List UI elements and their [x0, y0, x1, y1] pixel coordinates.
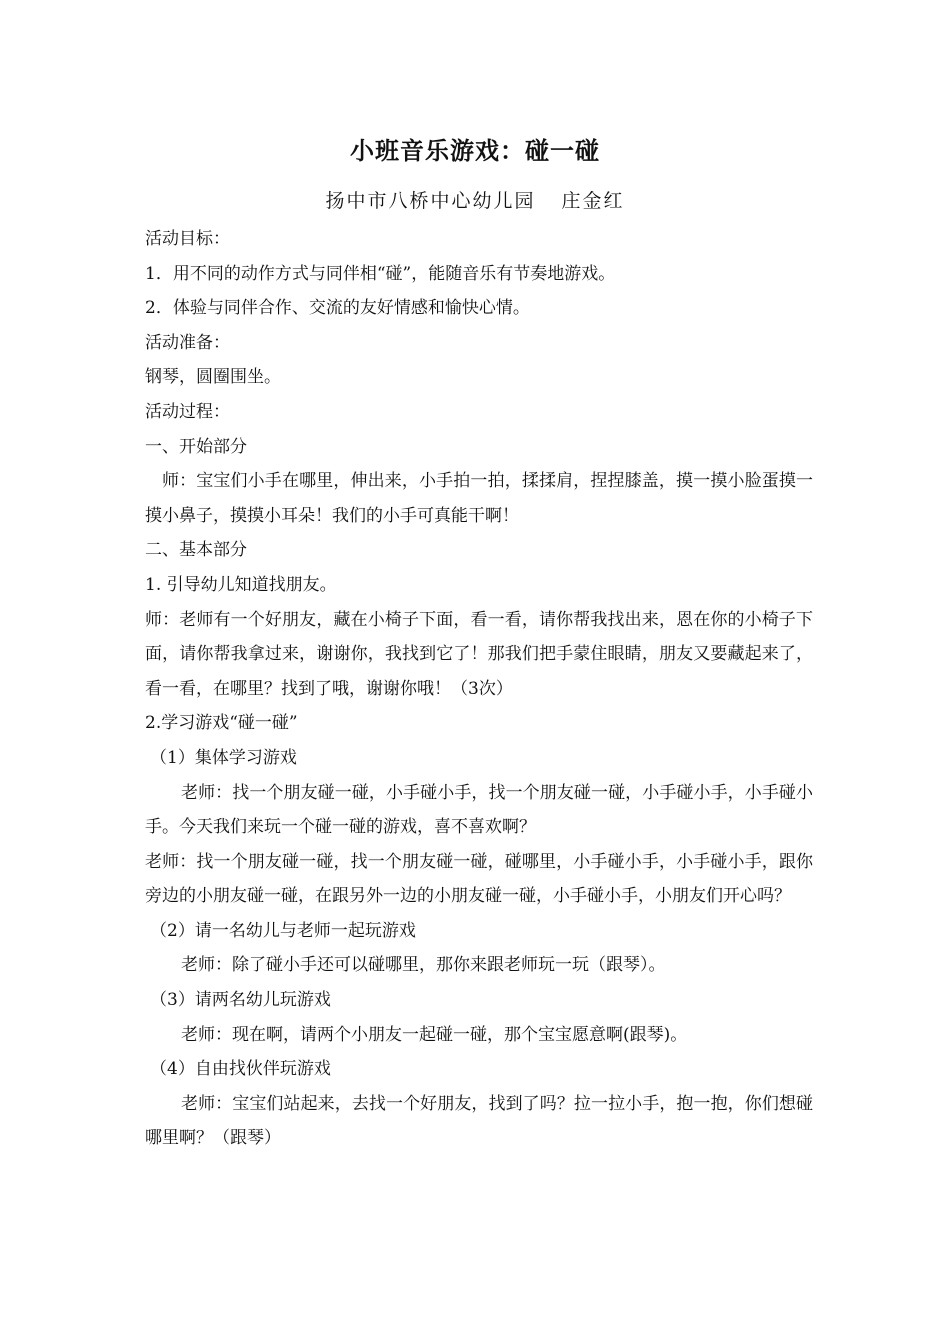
section-heading: 活动过程： — [145, 401, 230, 422]
paragraph: 1. 引导幼儿知道找朋友。 — [145, 574, 337, 595]
paragraph: 2．体验与同伴合作、交流的友好情感和愉快心情。 — [145, 298, 530, 319]
section-heading: 活动目标： — [145, 229, 230, 249]
document-body — [145, 222, 813, 1156]
paragraph: 老师：除了碰小手还可以碰哪里，那你来跟老师玩一玩（跟琴）。 — [181, 955, 666, 976]
paragraph: 老师：找一个朋友碰一碰，小手碰小手，找一个朋友碰一碰，小手碰小手，小手碰小手。今天我们来玩一个碰一碰的游戏，喜不喜欢啊？ — [145, 782, 813, 838]
paragraph: 钢琴，圆圈围坐。 — [145, 367, 281, 388]
section-heading: 活动准备： — [145, 332, 230, 353]
section-heading: 二、基本部分 — [145, 540, 247, 561]
document-title: 小班音乐游戏：碰一碰 — [350, 137, 600, 165]
paragraph: 2.学习游戏“碰一碰” — [145, 713, 298, 734]
subsection-heading: （4）自由找伙伴玩游戏 — [150, 1059, 331, 1080]
paragraph: 老师：找一个朋友碰一碰，找一个朋友碰一碰，碰哪里，小手碰小手，小手碰小手，跟你旁边的小朋友碰一碰，在跟另外一边的小朋友碰一碰，小手碰小手，小朋友们开心吗？ — [145, 851, 813, 907]
author-line — [0, 186, 950, 213]
paragraph: 老师：现在啊，请两个小朋友一起碰一碰，那个宝宝愿意啊(跟琴)。 — [181, 1024, 688, 1045]
subsection-heading: （2）请一名幼儿与老师一起玩游戏 — [150, 920, 416, 941]
paragraph: 师：老师有一个好朋友，藏在小椅子下面，看一看，请你帮我找出来，恩在你的小椅子下面，请你帮我拿过来，谢谢你，我找到它了！那我们把手蒙住眼睛，朋友又要藏起来了，看一看，在哪里？找到了哦，谢谢你哦！（3次） — [145, 609, 813, 699]
author-name: 庄金红 — [561, 190, 625, 212]
paragraph: 师：宝宝们小手在哪里，伸出来，小手拍一拍，揉揉肩，捏捏膝盖，摸一摸小脸蛋摸一摸小鼻子，摸摸小耳朵！我们的小手可真能干啊！ — [145, 471, 813, 526]
section-heading: 一、开始部分 — [145, 436, 247, 457]
subsection-heading: （1）集体学习游戏 — [150, 747, 297, 768]
paragraph: 1．用不同的动作方式与同伴相“碰”，能随音乐有节奏地游戏。 — [145, 263, 616, 284]
paragraph: 老师：宝宝们站起来，去找一个好朋友，找到了吗？拉一拉小手，抱一抱，你们想碰哪里啊？（跟琴） — [145, 1093, 813, 1149]
subsection-heading: （3）请两名幼儿玩游戏 — [150, 990, 331, 1011]
school-name: 扬中市八桥中心幼儿园 — [325, 190, 536, 212]
